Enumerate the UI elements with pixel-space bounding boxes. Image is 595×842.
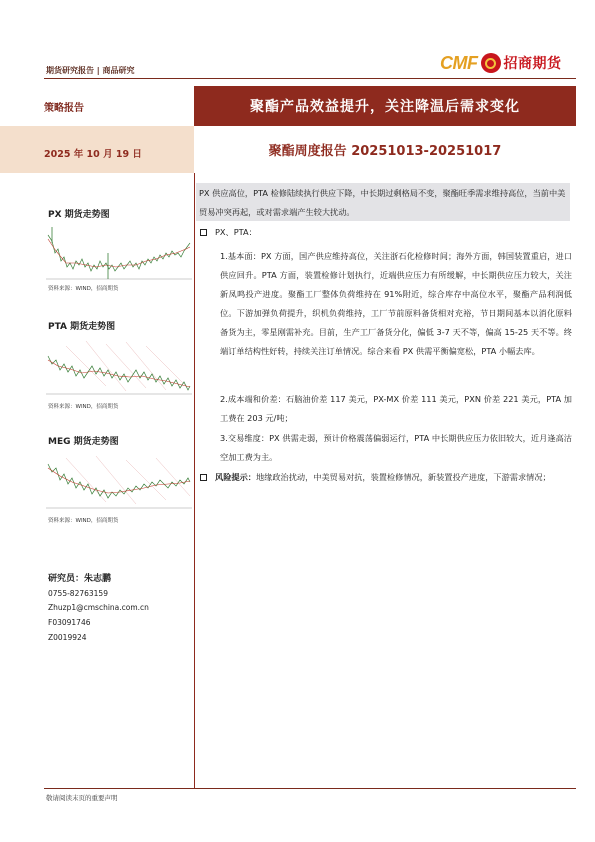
risk-warning [200,468,572,487]
px-chart-source: 资料来源：WIND，招商期货 [48,286,119,292]
section-heading: PX、PTA： [215,227,257,237]
pta-chart-title: PTA 期货走势图 [48,322,116,332]
analyst-cert-z: Z0019924 [48,633,87,642]
title-band [194,86,576,126]
disclaimer-note: 敬请阅读末页的重要声明 [46,794,118,802]
report-type: 策略报告 [44,103,84,114]
company-logo [440,52,562,74]
px-chart-title: PX 期货走势图 [48,210,110,220]
bullet-square-icon [200,229,207,236]
report-category: 期货研究报告 | 商品研究 [46,66,135,75]
risk-text: 地缘政治扰动，中美贸易对抗，装置检修情况，新装置投产进度，下游需求情况； [255,472,551,482]
meg-chart-title: MEG 期货走势图 [48,437,119,447]
paragraph-trading: 3.交易维度：PX 供需走弱，预计价格震荡偏弱运行，PTA 中长期供应压力依旧较大，近月逢高沽空加工费为主。 [220,433,572,462]
paragraph-fundamentals: 1.基本面：PX 方面，国产供应维持高位，关注浙石化检修时间；海外方面，韩国装置重启，进口供应回升。PTA 方面，装置检修计划执行，近端供应压力有所缓解，中长期供应压力较大，关注新凤鸣投产进度。聚酯工厂整体负荷维持在 91%附近，综合库存中高位水平，聚酯产品利润低位。下游加弹负荷提升，织机负荷维持，工厂节前原料备货相对充裕，节日期间基本以消化原料备货为主，零星刚需补充。目前，生产工厂备货分化，偏低 3-7 天不等，偏高 15-25 天不等。终端订单结构性好转，持续关注订单情况。综合来看 PX 供需平衡偏宽松，PTA 小幅去库。 [220,251,572,356]
report-date: 2025 年 10 月 19 日 [44,149,142,160]
pta-chart-source: 资料来源：WIND，招商期货 [48,404,119,410]
analyst-phone: 0755-82763159 [48,589,108,598]
px-futures-chart [46,223,192,281]
bullet-square-icon [200,474,207,481]
meg-futures-chart [46,450,192,510]
report-title: 聚酯产品效益提升，关注降温后需求变化 [250,99,520,115]
footer-divider [44,788,576,789]
section-px-pta [200,227,257,238]
logo-company-name: 招商期货 [503,56,562,72]
analyst-email[interactable]: Zhuzp1@cmschina.com.cn [48,603,149,612]
column-divider [194,173,195,788]
paragraph-cost-spread: 2.成本端和价差：石脑油价差 117 美元，PX-MX 价差 111 美元，PXN 价差 221 美元，PTA 加工费在 203 元/吨； [220,394,572,423]
header-divider [44,78,576,79]
pta-futures-chart [46,336,192,396]
summary-box: PX 供应高位，PTA 检修陆续执行供应下降，中长期过剩格局不变，聚酯旺季需求维持高位，当前中美贸易冲突再起，或对需求端产生较大扰动。 [196,183,570,221]
meg-chart-source: 资料来源：WIND，招商期货 [48,518,119,524]
report-subtitle: 聚酯周度报告 20251013-20251017 [268,144,502,159]
risk-label: 风险提示： [215,472,256,482]
logo-cmf-text: CMF [440,52,478,73]
analyst-name: 研究员：朱志鹏 [48,574,112,584]
analyst-cert-f: F03091746 [48,618,91,627]
logo-emblem-icon [481,53,501,73]
